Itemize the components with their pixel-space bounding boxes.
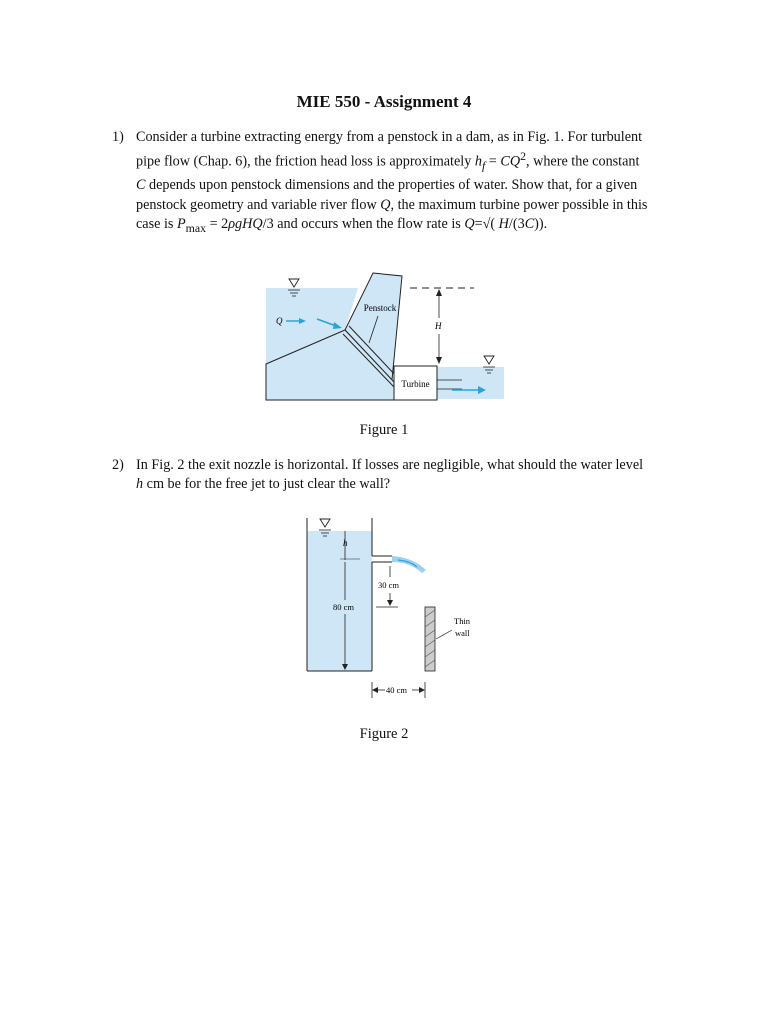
figure-2-caption: Figure 2 [359,726,409,742]
figure-1-caption: Figure 1 [359,422,409,438]
free-jet [392,556,426,573]
problem-number: 2) [112,457,124,473]
problem-2 [112,456,652,495]
depth-label: 80 cm [333,602,355,612]
page-title: MIE 550 - Assignment 4 [296,92,472,111]
distance-label: 40 cm [386,685,408,695]
drop-arrow-head [387,600,393,606]
turbine-label: Turbine [401,379,430,389]
wall-label-line1: Thin [454,616,471,626]
distance-arrow-head [419,687,425,693]
problem-1 [112,128,652,238]
problem-text: In Fig. 2 the exit nozzle is horizontal. If losses are negligible, what should the water level h cm be for the free jet to just clear the wall? [136,457,644,493]
drop-label: 30 cm [378,580,400,590]
figure-2-diagram [300,510,490,710]
problem-number: 1) [112,129,124,145]
head-arrow-head [436,357,442,364]
distance-arrow-head [372,687,378,693]
wall-label-line2: wall [455,628,470,638]
tank-water [307,531,372,671]
problem-text: Consider a turbine extracting energy from a penstock in a dam, as in Fig. 1. For turbulent pipe flow (Chap. 6), the friction head loss is approximately $h_f = CQ^2$, where the constant C depends upon penstock dimensions and the properties of water. Show that, for a given penstock geometry and variable river flow Q, the maximum turbine power possible in this case is $P_{max} = 2\rho gHQ/3$ and occurs when the flow rate is Q=√( H/(3C)). [136,129,648,236]
head-label: H [435,321,442,331]
penstock-label: Penstock [363,303,397,313]
wall-leader [436,630,452,639]
h-label: h [343,538,348,548]
head-arrow-head [436,289,442,296]
figure-1-diagram [260,268,510,408]
flow-label: Q [276,316,283,326]
downstream-water [437,367,504,399]
